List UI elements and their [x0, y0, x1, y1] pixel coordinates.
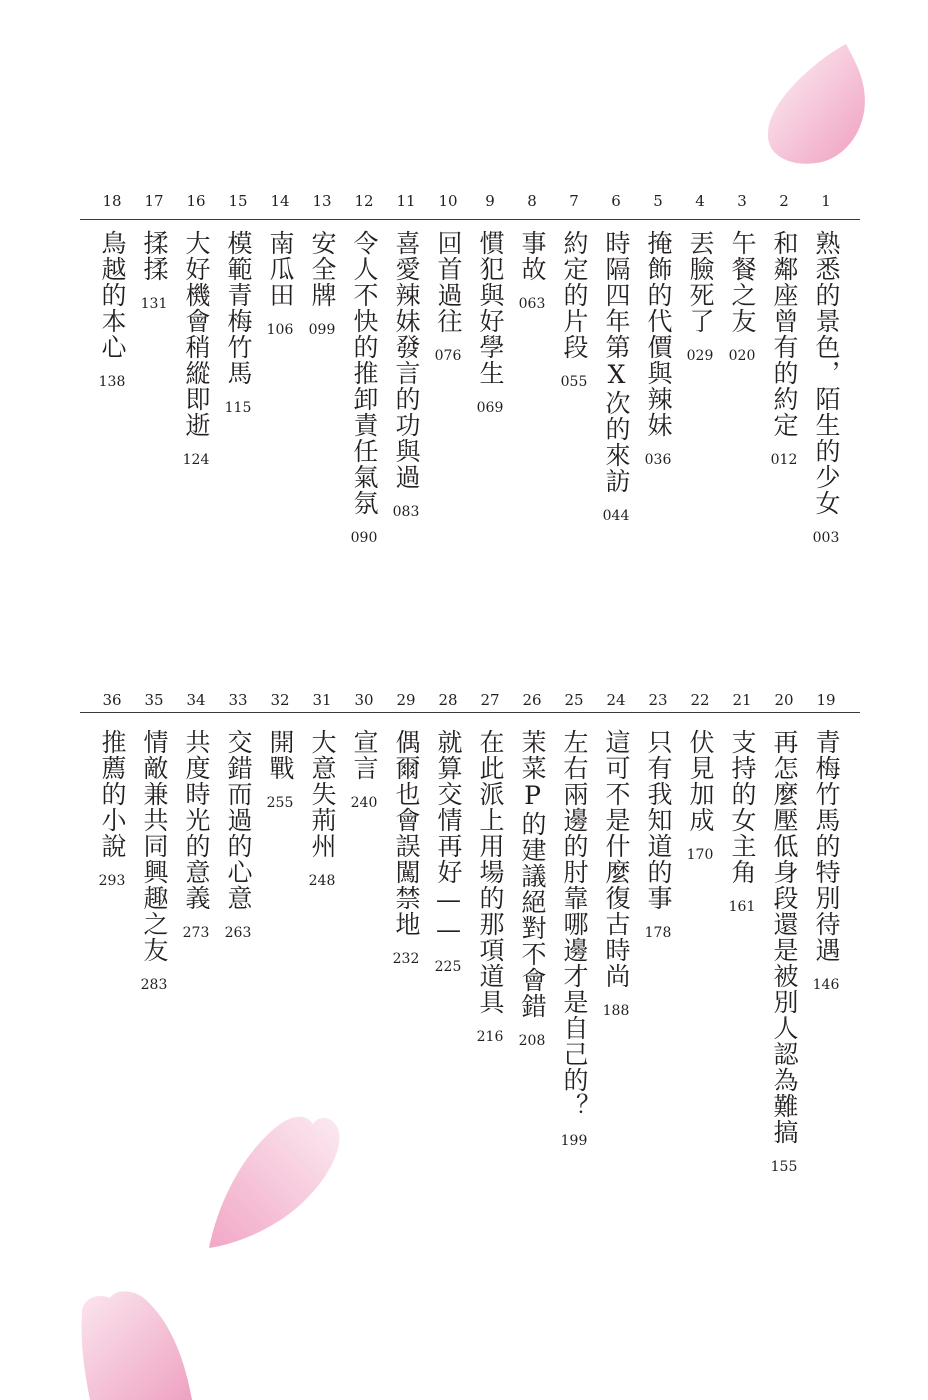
chapter-title: 宣言 [350, 729, 379, 781]
chapter-title: 情敵兼共同興趣之友 [140, 729, 169, 963]
chapter-number: 17 [144, 192, 164, 210]
chapter-title: 熟悉的景色，陌生的少女 [812, 230, 841, 516]
chapter-title: 茉菜P的建議絕對不會錯 [518, 729, 547, 1019]
chapter-title: 伏見加成 [686, 729, 715, 833]
chapter-title: 推薦的小說 [98, 729, 127, 859]
chapter-number: 13 [312, 192, 332, 210]
chapter-number: 4 [695, 192, 705, 210]
chapter-number: 15 [228, 192, 248, 210]
page-number: 178 [644, 925, 672, 941]
page-number: 255 [266, 795, 294, 811]
chapter-title: 約定的片段 [560, 230, 589, 360]
divider-rule [80, 712, 860, 713]
chapter-number: 3 [737, 192, 747, 210]
page-number: 131 [140, 296, 168, 312]
page-number: 199 [560, 1133, 588, 1149]
chapter-number: 23 [648, 691, 668, 709]
chapter-title: 交錯而過的心意 [224, 729, 253, 911]
page-number: 124 [182, 452, 210, 468]
chapter-title: 大意失荊州 [308, 729, 337, 859]
chapter-title: 南瓜田 [266, 230, 295, 308]
page-number: 232 [392, 951, 420, 967]
chapter-number: 9 [485, 192, 495, 210]
chapter-title: 再怎麼壓低身段還是被別人認為難搞 [770, 729, 799, 1145]
page-number: 069 [476, 400, 504, 416]
chapter-number: 26 [522, 691, 542, 709]
chapter-title: 掩飾的代價與辣妹 [644, 230, 673, 438]
page-number: 293 [98, 873, 126, 889]
chapter-title: 令人不快的推卸責任氣氛 [350, 230, 379, 516]
chapter-title: 和鄰座曾有的約定 [770, 230, 799, 438]
chapter-number: 29 [396, 691, 416, 709]
toc-lower [80, 691, 860, 1211]
page-number: 090 [350, 530, 378, 546]
page-number: 225 [434, 959, 462, 975]
page-number: 161 [728, 899, 756, 915]
page-number: 099 [308, 322, 336, 338]
chapter-number: 12 [354, 192, 374, 210]
page-number: 076 [434, 348, 462, 364]
page-number: 208 [518, 1033, 546, 1049]
chapter-number: 1 [821, 192, 831, 210]
chapter-title: 這可不是什麼復古時尚 [602, 729, 631, 989]
chapter-number: 24 [606, 691, 626, 709]
page-number: 044 [602, 508, 630, 524]
chapter-title: 共度時光的意義 [182, 729, 211, 911]
chapter-number: 16 [186, 192, 206, 210]
page-number: 083 [392, 504, 420, 520]
cherry-petal-icon [760, 40, 870, 170]
page-number: 216 [476, 1029, 504, 1045]
page-number: 273 [182, 925, 210, 941]
page-number: 020 [728, 348, 756, 364]
page-number: 012 [770, 452, 798, 468]
toc-upper [80, 192, 860, 592]
chapter-title: 在此派上用場的那項道具 [476, 729, 505, 1015]
page-number: 115 [224, 400, 252, 416]
chapter-number: 31 [312, 691, 332, 709]
chapter-title: 模範青梅竹馬 [224, 230, 253, 386]
chapter-title: 丟臉死了 [686, 230, 715, 334]
chapter-title: 只有我知道的事 [644, 729, 673, 911]
page-number: 283 [140, 977, 168, 993]
chapter-number: 27 [480, 691, 500, 709]
chapter-number: 6 [611, 192, 621, 210]
page-number: 240 [350, 795, 378, 811]
chapter-number: 34 [186, 691, 206, 709]
page-number: 106 [266, 322, 294, 338]
chapter-number: 22 [690, 691, 710, 709]
chapter-number: 19 [816, 691, 836, 709]
page-number: 138 [98, 374, 126, 390]
page-number: 155 [770, 1159, 798, 1175]
page-number: 063 [518, 296, 546, 312]
chapter-number: 21 [732, 691, 752, 709]
page-number: 146 [812, 977, 840, 993]
page-number: 036 [644, 452, 672, 468]
chapter-title: 喜愛辣妹發言的功與過 [392, 230, 421, 490]
chapter-number: 14 [270, 192, 290, 210]
chapter-number: 10 [438, 192, 458, 210]
chapter-title: 事故 [518, 230, 547, 282]
chapter-number: 25 [564, 691, 584, 709]
chapter-number: 28 [438, 691, 458, 709]
page-number: 029 [686, 348, 714, 364]
chapter-number: 33 [228, 691, 248, 709]
page-number: 263 [224, 925, 252, 941]
chapter-title: 回首過往 [434, 230, 463, 334]
chapter-title: 大好機會稍縱即逝 [182, 230, 211, 438]
chapter-title: 支持的女主角 [728, 729, 757, 885]
cherry-petal-icon [76, 1290, 196, 1400]
chapter-title: 慣犯與好學生 [476, 230, 505, 386]
chapter-number: 11 [396, 192, 416, 210]
chapter-number: 5 [653, 192, 663, 210]
chapter-title: 揉揉 [140, 230, 169, 282]
chapter-number: 30 [354, 691, 374, 709]
chapter-number: 8 [527, 192, 537, 210]
chapter-title: 偶爾也會誤闖禁地 [392, 729, 421, 937]
chapter-title: 就算交情再好—— [434, 729, 463, 945]
chapter-title: 時隔四年第X次的來訪 [602, 230, 631, 494]
chapter-number: 35 [144, 691, 164, 709]
page-number: 003 [812, 530, 840, 546]
chapter-number: 36 [102, 691, 122, 709]
chapter-number: 20 [774, 691, 794, 709]
chapter-number: 7 [569, 192, 579, 210]
chapter-number: 2 [779, 192, 789, 210]
chapter-title: 安全牌 [308, 230, 337, 308]
page-number: 248 [308, 873, 336, 889]
chapter-title: 左右兩邊的肘靠哪邊才是自己的？ [560, 729, 589, 1119]
chapter-title: 青梅竹馬的特別待遇 [812, 729, 841, 963]
chapter-title: 開戰 [266, 729, 295, 781]
chapter-number: 32 [270, 691, 290, 709]
chapter-title: 鳥越的本心 [98, 230, 127, 360]
page-number: 170 [686, 847, 714, 863]
chapter-number: 18 [102, 192, 122, 210]
page-number: 188 [602, 1003, 630, 1019]
divider-rule [80, 219, 860, 220]
page-number: 055 [560, 374, 588, 390]
chapter-title: 午餐之友 [728, 230, 757, 334]
